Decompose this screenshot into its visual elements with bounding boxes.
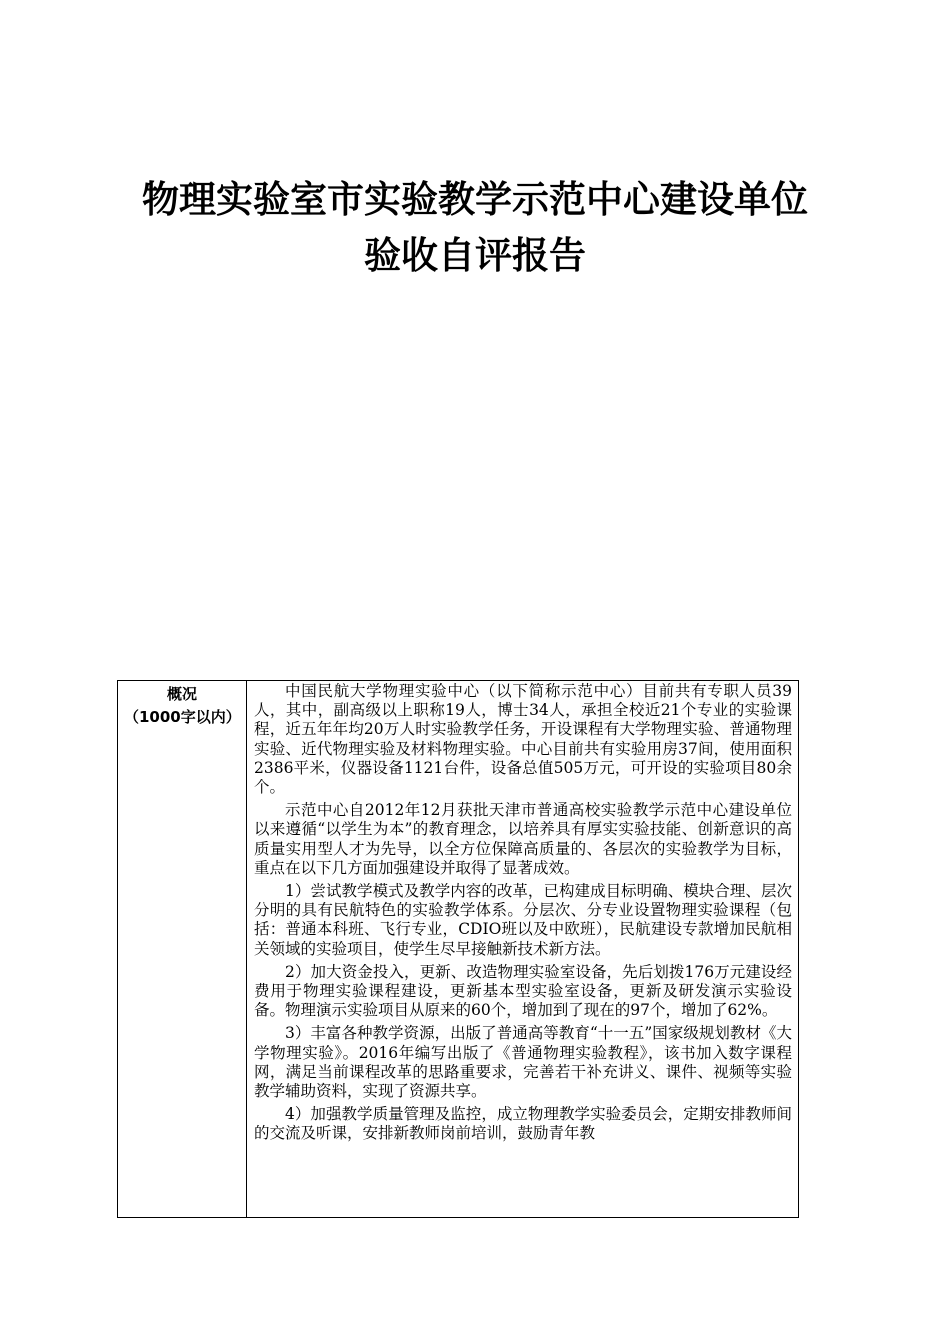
overview-label: 概况 xyxy=(166,685,197,703)
report-title xyxy=(0,172,950,284)
overview-paragraph-3: 1）尝试教学模式及教学内容的改革，已构建成目标明确、模块合理、层次分明的具有民航特色的实验教学体系。分层次、分专业设置物理实验课程（包括：普通本科班、飞行专业，CDIO班以及中欧班），民航建设专款增加民航相关领域的实验项目，使学生尽早接触新技术新方法。 xyxy=(254,882,792,958)
overview-paragraph-2: 示范中心自2012年12月获批天津市普通高校实验教学示范中心建设单位以来遵循“以学生为本”的教育理念，以培养具有厚实实验技能、创新意识的高质量实用型人才为先导，以全方位保障高质量的、各层次的实验教学为目标，重点在以下几方面加强建设并取得了显著成效。 xyxy=(254,801,792,877)
overview-paragraph-5: 3）丰富各种教学资源，出版了普通高等教育“十一五”国家级规划教材《大学物理实验》。2016年编写出版了《普通物理实验教程》，该书加入数字课程网，满足当前课程改革的思路重要求，完善若干补充讲义、课件、视频等实验教学辅助资料，实现了资源共享。 xyxy=(254,1024,792,1101)
word-limit-note: （1000字以内） xyxy=(124,708,241,726)
overview-table xyxy=(117,680,799,1218)
overview-label-cell xyxy=(118,681,247,1217)
overview-paragraph-4: 2）加大资金投入，更新、改造物理实验室设备，先后划拨176万元建设经费用于物理实验课程建设，更新基本型实验室设备，更新及研发演示实验设备。物理演示实验项目从原来的60个，增加到了现在的97个，增加了62%。 xyxy=(254,962,792,1020)
overview-paragraph-6: 4）加强教学质量管理及监控，成立物理教学实验委员会，定期安排教师间的交流及听课，安排新教师岗前培训，鼓励青年教 xyxy=(254,1105,792,1143)
report-title-line-1: 物理实验室市实验教学示范中心建设单位 xyxy=(142,178,808,221)
report-title-line-2: 验收自评报告 xyxy=(364,234,586,277)
overview-content-cell xyxy=(247,681,798,1217)
overview-paragraph-1: 中国民航大学物理实验中心（以下简称示范中心）目前共有专职人员39人，其中，副高级以上职称19人，博士34人，承担全校近21个专业的实验课程，近五年年均20万人时实验教学任务，开设课程有大学物理实验、普通物理实验、近代物理实验及材料物理实验。中心目前共有实验用房37间，使用面积2386平米，仪器设备1121台件，设备总值505万元，可开设的实验项目80余个。 xyxy=(254,682,792,797)
